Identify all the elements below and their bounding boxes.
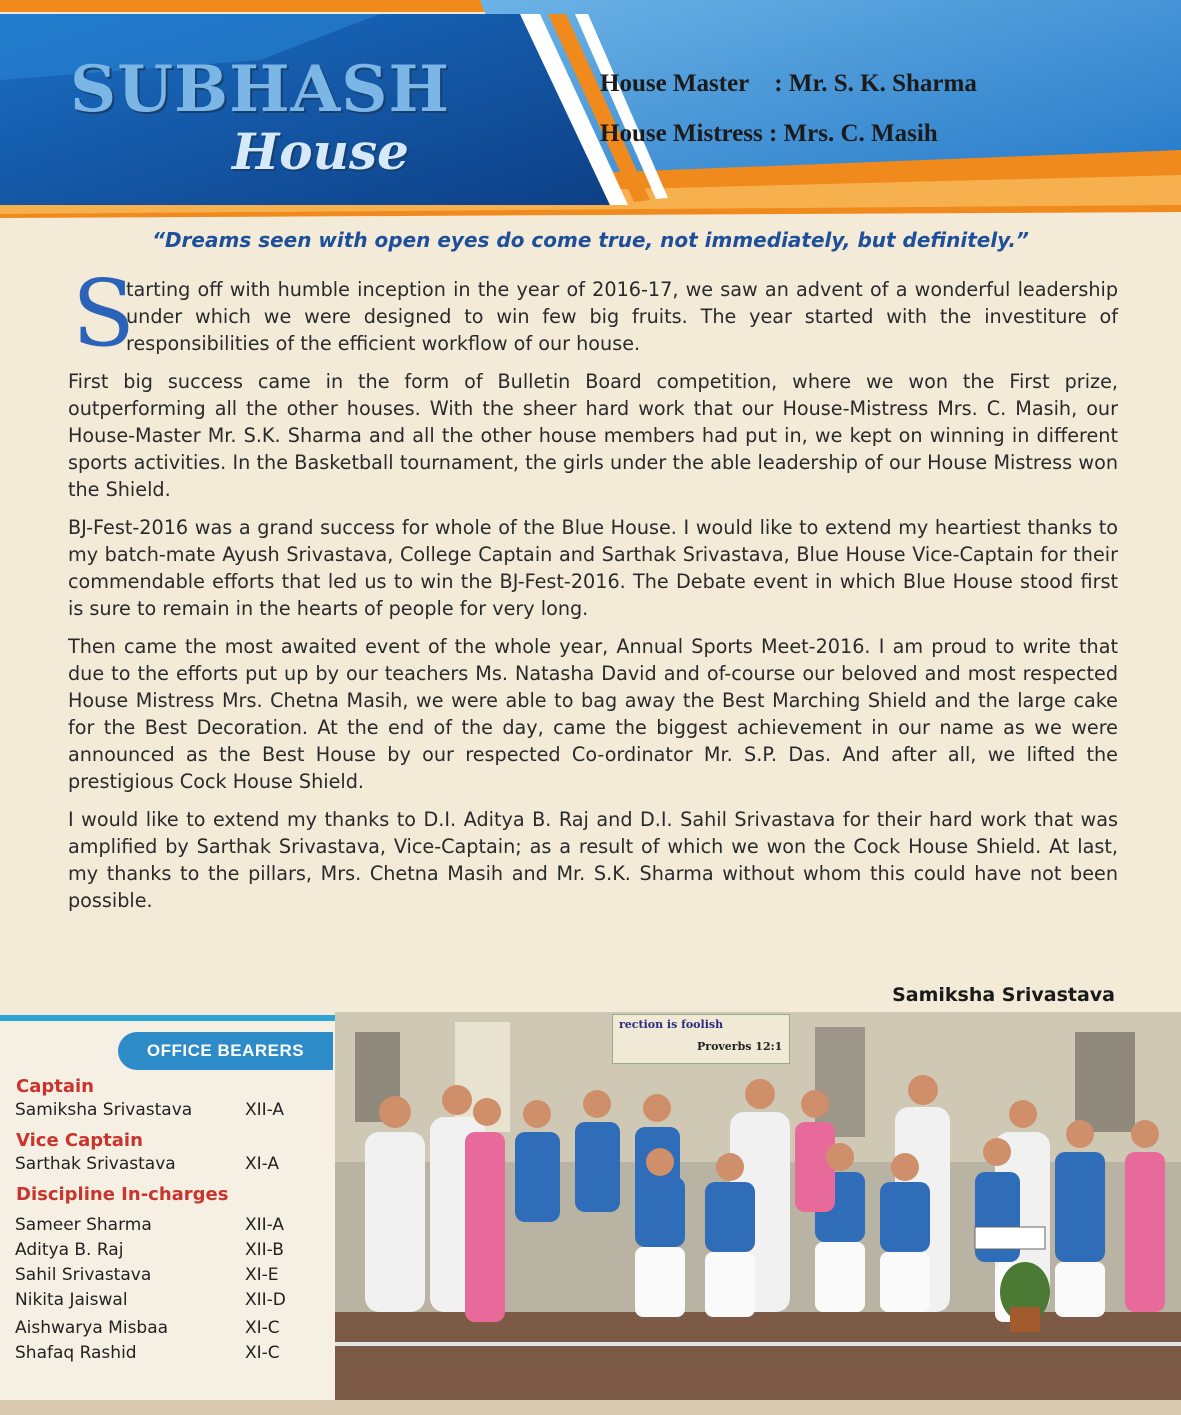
header-banner: [0, 0, 1181, 220]
discipline-row: [15, 1343, 295, 1363]
discipline-class: XI-E: [245, 1265, 279, 1285]
page-footer-strip: [0, 1400, 1181, 1415]
vice-captain-row: [15, 1154, 295, 1174]
dropcap: S: [72, 260, 136, 367]
photo-banner-line: rection is foolish: [619, 1018, 724, 1031]
article-paragraph-1: [68, 260, 1118, 367]
article-paragraph-5: I would like to extend my thanks to D.I. Aditya B. Raj and D.I. Sahil Srivastava for their hard work that was amplified by Sarthak Srivastava, Vice-Captain; as a result of which we won the Cock House Shield. At last, my thanks to the pillars, Mrs. Chetna Masih and Mr. S.K. Sharma without whom this could have not been possible.: [68, 808, 1118, 912]
discipline-name: Shafaq Rashid: [15, 1343, 137, 1363]
discipline-row: [15, 1215, 295, 1235]
house-master-label: House Master: [600, 70, 750, 97]
discipline-name: Nikita Jaiswal: [15, 1290, 128, 1310]
captain-name: Samiksha Srivastava: [15, 1100, 193, 1120]
house-master-name: : Mr. S. K. Sharma: [774, 70, 977, 97]
discipline-class: XI-C: [245, 1318, 280, 1338]
discipline-name: Sameer Sharma: [15, 1215, 152, 1235]
vice-captain-class: XI-A: [245, 1154, 280, 1174]
discipline-class: XII-B: [245, 1240, 284, 1260]
motto-quote: “Dreams seen with open eyes do come true, not immediately, but definitely.”: [152, 228, 1029, 252]
discipline-row: [15, 1265, 295, 1285]
author-signature: Samiksha Srivastava: [892, 984, 1115, 1006]
discipline-name: Sahil Srivastava: [15, 1265, 152, 1285]
house-mistress-name: : Mrs. C. Masih: [768, 120, 938, 147]
paragraph-1-text: tarting off with humble inception in the year of 2016-17, we saw an advent of a wonderful leadership under which we were designed to win few big fruits. The year started with the investiture of responsibilities of the efficient workflow of our house.: [126, 278, 1118, 355]
group-photo-illustration: [335, 1012, 1181, 1400]
article-paragraph-2: First big success came in the form of Bulletin Board competition, where we won the First prize, outperforming all the other houses. With the sheer hard work that our House-Mistress Mrs. C. Masih, our House-Master Mr. S.K. Sharma and all the other house members had put in, we kept on winning in different sports activities. In the Basketball tournament, the girls under the able leadership of our House Mistress won the Shield.: [68, 370, 1118, 501]
article-paragraph-4: Then came the most awaited event of the whole year, Annual Sports Meet-2016. I am proud to write that due to the efforts put up by our teachers Ms. Natasha David and of-course our beloved and most respected House Mistress Mrs. Chetna Masih, we were able to bag away the Best Marching Shield and the large cake for the Best Decoration. At the end of the day, came the biggest achievement in our name as we were announced as the Best House by our respected Co-ordinator Mr. S.P. Das. And after all, we lifted the prestigious Cock House Shield.: [68, 635, 1118, 793]
discipline-name: Aishwarya Misbaa: [15, 1318, 169, 1338]
article-paragraph-3: BJ-Fest-2016 was a grand success for whole of the Blue House. I would like to extend my heartiest thanks to my batch-mate Ayush Srivastava, College Captain and Sarthak Srivastava, Blue House Vice-Captain for their commendable efforts that led us to win the BJ-Fest-2016. The Debate event in which Blue House stood first is sure to remain in the hearts of people for very long.: [68, 516, 1118, 620]
captain-row: [15, 1100, 295, 1120]
captain-label: Captain: [16, 1076, 94, 1097]
discipline-class: XI-C: [245, 1343, 280, 1363]
office-bearers-heading: OFFICE BEARERS: [118, 1032, 333, 1070]
photo-proverb: Proverbs 12:1: [697, 1040, 783, 1053]
discipline-class: XII-A: [245, 1215, 285, 1235]
group-photo: [335, 1012, 1181, 1400]
article-body: [68, 260, 1118, 925]
discipline-label: Discipline In-charges: [16, 1184, 229, 1205]
captain-class: XII-A: [245, 1100, 285, 1120]
discipline-class: XII-D: [245, 1290, 286, 1310]
discipline-row: [15, 1318, 295, 1338]
vice-captain-label: Vice Captain: [16, 1130, 143, 1151]
discipline-name: Aditya B. Raj: [15, 1240, 124, 1260]
house-mistress-label: House Mistress: [600, 120, 763, 147]
house-subtitle: House: [232, 122, 409, 181]
discipline-row: [15, 1290, 295, 1310]
house-title: SUBHASH: [70, 52, 450, 127]
house-mistress-line: [600, 120, 938, 148]
house-master-line: [600, 70, 977, 98]
discipline-row: [15, 1240, 295, 1260]
vice-captain-name: Sarthak Srivastava: [15, 1154, 176, 1174]
